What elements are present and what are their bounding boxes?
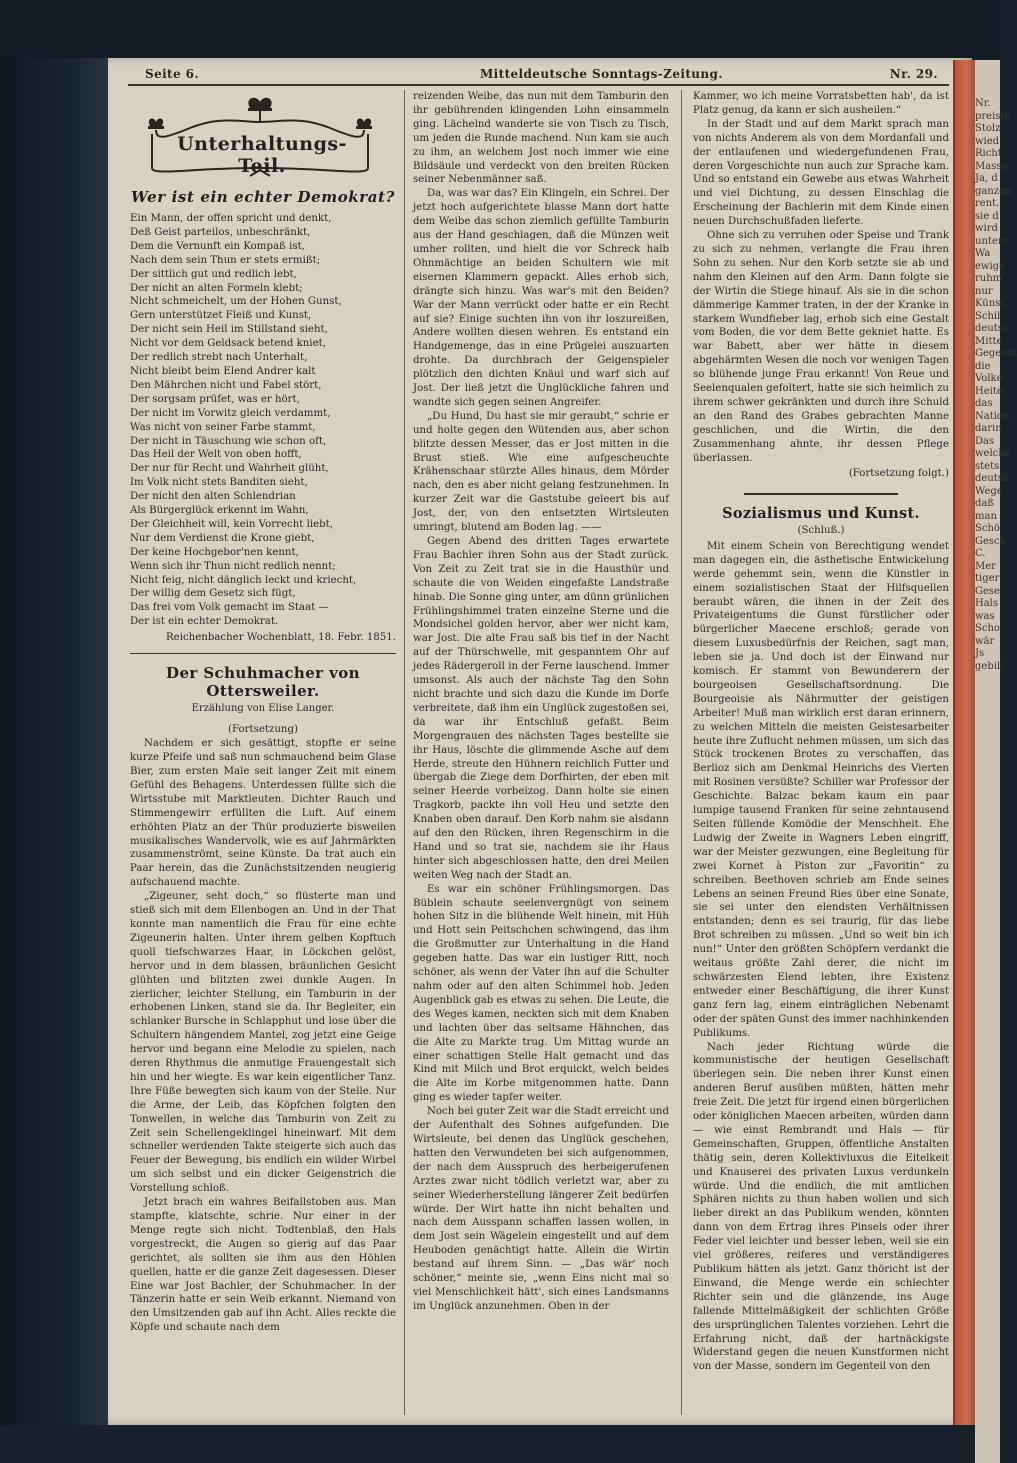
adjacent-page-fragment: ganzen [975,185,1012,197]
adjacent-page-fragment: welche [975,448,1011,459]
adjacent-page-fragment: Gegenst [975,348,1017,359]
poem-line: Dem die Vernunft ein Kompaß ist, [130,240,305,252]
poem-line: Nicht vor dem Geldsack betend kniet, [130,338,326,350]
page-number: Seite 6. [145,67,199,81]
poem-line: Das frei vom Volk gemacht im Staat — [130,602,329,614]
poem-line: Nicht feig, nicht dänglich leckt und kriecht, [130,574,357,586]
poem-line: Nicht schmeichelt, um der Hohen Gunst, [130,296,342,308]
adjacent-page-fragment: unters [975,235,1008,247]
adjacent-page-fragment: Stolz [975,123,1001,134]
column-divider [404,90,405,1415]
poem-line: Der nur für Recht und Wahrheit glüht, [130,463,329,475]
paragraph: „Zigeuner, seht doch,“ so flüsterte man und stieß sich mit dem Ellenbogen an. Und in der That konnte man namentlich die Frau für eine echte Zigeunerin halten. Unter ihrem gelben Kopftuch quoll tiefschwarzes Haar, in Löckchen gelöst, hervor und in dem blassen, bräunlichen Gesicht glühten und blitzten zwei dunkle Augen. In zierlicher, leichter Stellung, ein Tamburin in der erhobenen Linken, stand sie da. Ihr Begleiter, ein schlanker Bursche in Schlapphut und lose über die Schultern hängendem Mantel, zog jetzt eine Geige hervor und begann eine Melodie zu spielen, nach deren Rhythmus die anmutige Frauengestalt sich hin und her wiegte. Es war kein eigentlicher Tanz. Ihre Füße bewegten sich kaum von der Stelle. Nur die Arme, der Leib, das Köpfchen folgten den Tonwellen, in welche das Tamburin von Zeit zu Zeit sein Schellengeklingel hineinwarf. Mit dem schneller werdenden Takte steigerte sich auch das Feuer der Bewegung, bis endlich ein wilder Wirbel um sich selbst und ein dicker Geigenstrich die Vorstellung schloß. [130,891,396,1195]
paragraph: „Du Hund, Du hast sie mir geraubt,“ schrie er und holte gegen den Wütenden aus, aber schon blitzte dessen Messer, das er Jost mitten in die Brust stieß. Wie eine aufgescheuchte Krähenschaar stürzte Alles hinaus, dem Mörder nach, den es aber nicht gelang festzunehmen. In kurzer Zeit war die Gaststube geleert bis auf Jost, der, von den entsetzten Wirtsleuten umringt, blutend am Boden lag. —— [413,410,669,534]
paragraph: reizenden Weibe, das nun mit dem Tamburin den ihr gebührenden klingenden Lohn einsammeln ging. Lächelnd wanderte sie von Tisch zu Tisch, um jeden die Runde machend. Nun kam sie auch zu ihm, an welchem Jost noch immer wie eine Bildsäule und verdeckt von den breiten Rücken seiner Nebenmänner saß. [413,91,669,186]
poem-line: Wenn sich ihr Thun nicht redlich nennt; [130,560,336,572]
poem-line: Nicht bleibt beim Elend Andrer kalt [130,365,316,377]
paragraph: Kammer, wo ich meine Vorratsbetten hab', da ist Platz genug, da kann er sich ausheilen.“ [693,91,949,116]
adjacent-page-fragment: daß [975,498,995,509]
adjacent-page-fragment: Mer [975,560,996,572]
poem-line: Der nicht im Vorwitz gleich verdammt, [130,407,331,419]
section-banner [130,90,392,182]
poem-line: Was nicht von seiner Farbe stammt, [130,421,316,433]
story-title: Der Schuhmacher von Ottersweiler. [166,664,360,701]
adjacent-page-fragment: Volke [975,373,1003,384]
poem-line: Deß Geist parteilos, unbeschränkt, [130,226,311,238]
adjacent-page-fragment: Wa [975,248,991,259]
poem-line: Nach dem sein Thun er stets ermißt; [130,254,321,266]
adjacent-page-strip [975,60,1017,1463]
adjacent-page-fragment: Js [975,648,985,659]
continuation-note: (Fortsetzung) [228,724,298,736]
adjacent-page-fragment: gebili [975,660,1004,672]
adjacent-page-fragment: wied. [975,135,1003,147]
adjacent-page-fragment: wär [975,635,995,647]
section-title: Unterhaltungs-Teil. [177,133,347,177]
adjacent-page-fragment: ruhm [975,273,1003,284]
section-rule [744,493,898,495]
poem-text [130,212,396,629]
adjacent-page-fragment: Ja, d [975,173,998,184]
adjacent-page-fragment: die [975,360,991,372]
poem-line: Der nicht den alten Schlendrian [130,491,296,503]
adjacent-page-fragment: preiste [975,110,1011,122]
newspaper-title: Mitteldeutsche Sonntags-Zeitung. [480,67,723,81]
adjacent-page-fragment: deutsc [975,323,1009,334]
poem-line: Ein Mann, der offen spricht und denkt, [130,213,332,224]
adjacent-page-fragment: tiger [975,573,1000,584]
story-text [130,737,396,1335]
adjacent-page-fragment: Hals [975,598,999,609]
adjacent-page-fragment: nur [975,285,993,297]
poem-line: Der keine Hochgebor'nen kennt, [130,546,299,558]
paragraph: Noch bei guter Zeit war die Stadt erreicht und der Aufenthalt des Sohnes aufgefunden. Die Wirtsleute, bei denen das Unglück geschehen, hatten den Verwundeten bei sich aufgenommen, der nach dem Ausspruch des herbeigerufenen Arztes zwar nicht tödlich verletzt war, aber zu seiner Wiederherstellung längerer Zeit bedürfen würde. Der Wirt hatte ihn nicht behalten und nach dem Ausspann schaffen lassen wollen, in dem Jost sein Wägelein eingestellt und auf dem Heuboden genächtigt hatte. Allein die Wirtin bestand auf ihrem Sinn. — „Das wär' noch schöner,“ meinte sie, „wenn Eins nicht mal so viel Menschlichkeit hätt', sich eines Landsmanns im Unglück anzunehmen. Oben in der [413,1106,669,1312]
adjacent-page-fragment: Nation [975,410,1010,422]
adjacent-page-fragment: Nr. [975,98,991,109]
paragraph: Ohne sich zu verruhen oder Speise und Trank zu sich zu nehmen, verlangte die Frau ihren Sohn zu sehen. Nur den Korb setzte sie ab und nahm den Kleinen auf den Arm. Dann folgte sie der Wirtin die Stiege hinauf. Als sie in die schon dämmerige Kammer traten, in der der Kranke in starkem Wundfieber lag, erhob sich eine Gestalt vom Boden, die vor dem Bette gekniet hatte. Es war Babett, aber wer hätte in diesem abgehärmten Wesen die noch vor wenigen Tagen so blühende junge Frau erkannt! Von Reue und Seelenqualen gefoltert, hatte sie sich heimlich zu ihrem schwer gekränkten und durch ihre Schuld an den Rand des Grabes gebrachten Manne geschlichen, und die Wirtin, die den Zusammenhang ahnte, ihr dessen Pflege überlassen. [693,230,949,464]
paragraph: Mit einem Schein von Berechtigung wendet man dagegen ein, die ästhetische Entwickelung werde gehemmt sein, wenn die Künstler in einem sozialistischen Staat der Hilfsquellen beraubt wären, die ihnen in der Zeit des Privateigentums die Gunst fürstlicher oder bürgerlicher Maecene erschloß; gerade von diesem Luxusbedürfnis der Reichen, sagt man, leben sie ja. Und doch ist der Einwand nur komisch. Er stammt von Bewunderern der bourgeoisen Gesellschaftsordnung. Die Bourgeoisie als Nährmutter der geistigen Arbeiter! Muß man wirklich erst daran erinnern, zu welchen Mitteln die meisten Geistesarbeiter heute ihre Zuflucht nehmen müssen, um sich das Stück trockenen Brotes zu verschaffen, das Berlioz sich am Denkmal Heinrichs des Vierten mit Rosinen versüßte? Schiller war Professor der Geschichte. Balzac bekam kaum ein paar lumpige tausend Franken für seine zehntausend Seiten füllende Komödie der Menschheit. Ehe Ludwig der Zweite in Wagners Leben eingriff, war der Meister gezwungen, eine Begleitung für zwei Kornet à Piston zur „Favoritin“ zu schreiben. Beethoven schrieb am Ende seines Lebens an seinen Freund Ries über eine Sonate, sie sei unter den elendsten Verhältnissen entstanden; denn es sei traurig, für das liebe Brot schreiben zu müssen. „Und so weit bin ich nun!“ Unter den größten Schöpfern verdankt die weitaus größte Zahl derer, die nicht im schwärzesten Elend lebten, ihre Existenz entweder einer Beschäftigung, die ihrer Kunst ganz fern lag, einem einträglichen Nebenamt oder der späten Gunst des immer nachhinkenden Publikums. [693,540,949,1039]
poem-line: Gern unterstützet Fleiß und Kunst, [130,310,312,322]
story-author: Erzählung von Elise Langer. [191,703,335,715]
adjacent-page-fragment: Richt [975,148,1002,159]
adjacent-page-fragment: Wege [975,485,1003,497]
paragraph: Nach jeder Richtung würde die kommunistische der heutigen Gesellschaft überlegen sein. Die neben ihrer Kunst einen anderen Beruf ausüben müßten, hätten mehr freie Zeit. Die jetzt für irgend einen bürgerlichen oder königlichen Maecen arbeiten, würden dann — wie einst Rembrandt und Hals — für Gemeinschaften, Gruppen, öffentliche Anstalten thätig sein, deren Kollektivluxus die Eitelkeit und Knauserei des privaten Luxus verdunkeln würde. Und die endlich, die mit amtlichen Sphären nichts zu thun haben wollen und sich lieber direkt an das Publikum wenden, könnten dann von dem Ertrag ihres Pinsels oder ihrer Feder viel leichter und besser leben, weil sie ein viel größeres, reiferes und verständigeres Publikum hätten als jetzt. Ganz thöricht ist der Einwand, die Menge werde ein schlechter Richter sein und die glänzende, ins Auge fallende Mittelmäßigkeit der schlichten Größe des ursprünglichen Talentes vorziehen. Lehrt die Erfahrung nicht, daß der hartnäckigste Widerstand gegen die neuen Kunstformen nicht von der Masse, sondern im Gegenteil von den [693,1041,949,1373]
page-header [145,63,938,85]
adjacent-page-fragment: Heite [975,385,1003,397]
poem-source: Reichenbacher Wochenblatt, 18. Febr. 1851. [166,632,396,644]
adjacent-page-fragment: Künst [975,298,1005,309]
article-subtitle: (Schluß.) [797,524,845,536]
adjacent-page-fragment: darin [975,423,1002,434]
poem-line: Als Bürgerglück erkennt im Wahn, [130,505,309,517]
adjacent-page-fragment: was [975,610,995,622]
paragraph: Jetzt brach ein wahres Beifallstoben aus. Man stampfte, klatschte, schrie. Nur einer in der Menge regte sich nicht. Todtenblaß, den Hals vorgestreckt, die Augen so gierig auf das Paar gerichtet, als sollten sie ihm aus den Höhlen quellen, hatte er die ganze Zeit dagesessen. Dieser Eine war Jost Bachler, der Schuhmacher. In der Tänzerin hatte er sein Weib erkannt. Niemand von den Umsitzenden gab auf ihn Acht. Alles reckte die Köpfe und schaute nach dem [130,1197,396,1334]
paragraph: Da, was war das? Ein Klingeln, ein Schrei. Der jetzt hoch aufgerichtete blasse Mann dort hatte dem Weibe das schon ziemlich gefüllte Tamburin aus der Hand geschlagen, daß die Münzen weit umher rollten, und hielt die vor Schreck halb Ohnmächtige an beiden Schultern wie mit eisernen Klammern gepackt. Alles erhob sich, drängte sich hinzu. Was war's mit den Beiden? War der Mann verrückt oder hatte er ein Recht auf sie? Einige suchten ihn von ihr loszureißen, Andere wollten diesen wehren. Es entstand ein Handgemenge, das in eine Prügelei auszuarten drohte. Da durchbrach der Geigenspieler plötzlich den dichten Knäul und warf sich auf Jost. Der ließ jetzt die Unglückliche fahren und wandte sich gegen seinen Angreifer. [413,188,669,408]
adjacent-page-fragment: deutsc [975,473,1009,484]
page-edge-band [953,60,977,1425]
adjacent-page-fragment: ewige [975,260,1005,272]
paragraph: In der Stadt und auf dem Markt sprach man von nichts Anderem als von dem Mordanfall und der entlaufenen und wiedergefundenen Frau, deren Vorgeschichte nun auch zur Sprache kam. Und so entstand ein Gewebe aus etwas Wahrheit und viel Dichtung, zu dessen Einschlag die Erscheinung der Bachlerin mit dem Kinde einen neuen Durchschußfaden lieferte. [693,118,949,228]
adjacent-page-fragment: Gesch [975,535,1007,547]
book-binding [0,58,108,1425]
issue-number: Nr. 29. [889,67,938,81]
poem-line: Der ist ein echter Demokrat. [130,616,279,628]
poem-title: Wer ist ein echter Demokrat? [130,188,396,206]
adjacent-page-fragment: Scho [975,623,1000,634]
adjacent-page-fragment: rent. [975,198,1000,209]
article-text [693,540,949,1374]
adjacent-page-fragment: stets [975,460,1000,472]
poem-line: Nur dem Verdienst die Krone giebt, [130,532,315,544]
poem-line: Der redlich strebt nach Unterhalt, [130,352,308,364]
header-rule [128,84,949,86]
poem-line: Der nicht an alten Formeln klebt; [130,282,303,294]
article-title: Sozialismus und Kunst. [722,504,920,522]
adjacent-page-fragment: C. [975,548,986,559]
story-text [413,90,669,1314]
poem-line: Der nicht in Täuschung wie schon oft, [130,435,327,447]
poem-line: Im Volk nicht stets Banditen sieht, [130,477,308,489]
adjacent-page-fragment: Schö [975,523,1000,534]
adjacent-page-fragment: Mitte [975,335,1003,347]
paragraph: Gegen Abend des dritten Tages erwartete Frau Bachler ihren Sohn aus der Stadt zurück. Von Zeit zu Zeit trat sie in die Hausthür und schaute die von Weiden eingefaßte Landstraße hinab. Die Sonne ging unter, am dünn grünlichen Frühlingshimmel traten einzelne Sterne und die Mondsichel golden hervor, aber wer nicht kam, war Jost. Die alte Frau saß bis tief in der Nacht auf der Thürschwelle, mit gespanntem Ohr auf jedes Rädergeroll in der Ferne lauschend. Immer umsonst. Als auch der nächste Tag den Sohn nicht brachte und sich dazu die Kunde im Dorfe verbreitete, daß ihm ein Unglück zugestoßen sei, da war ihr Entschluß gefaßt. Beim Morgengrauen des nächsten Tages bestellte sie ihr Haus, löschte die glimmende Asche auf dem Herde, streute den Hühnern reichlich Futter und übergab die Ziege dem Dorfhirten, der eben mit seiner Heerde vorbeizog. Dann holte sie einen Tragkorb, packte ihn voll Heu und setzte den Knaben oben darauf. Den Korb nahm sie alsdann auf den den Rücken, ihren Regenschirm in die Hand und so trat sie, nachdem sie ihr Haus hinter sich abgeschlossen hatte, den drei Meilen weiten Weg nach der Stadt an. [413,536,669,881]
column-divider [681,90,682,1415]
poem-line: Der sorgsam prüfet, was er hört, [130,393,300,405]
adjacent-page-fragment: Schil [975,310,1001,322]
poem-line: Das Heil der Welt von oben hofft, [130,449,302,461]
adjacent-page-fragment: sie d [975,210,999,222]
column-1 [130,90,396,1415]
adjacent-page-fragment: Gese [975,585,1000,597]
poem-line: Den Mährchen nicht und Fabel stört, [130,379,322,391]
adjacent-page-fragment: das [975,398,993,409]
adjacent-page-fragment: wird [975,223,998,234]
to-be-continued: (Fortsetzung folgt.) [848,468,949,480]
poem-line: Der sittlich gut und redlich lebt, [130,268,297,280]
adjacent-page-fragment: man [975,510,997,522]
adjacent-page-fragment: Das [975,435,995,447]
poem-block [130,188,396,654]
poem-line: Der willig dem Gesetz sich fügt, [130,588,296,600]
scan-background-top [0,0,1000,58]
poem-line: Der nicht sein Heil im Stillstand sieht, [130,324,328,336]
poem-line: Der Gleichheit will, kein Vorrecht liebt, [130,518,333,530]
paragraph: Nachdem er sich gesättigt, stopfte er seine kurze Pfeife und saß nun schmauchend beim Glase Bier, zum ersten Male seit langer Zeit mit einem Gefühl des Behagens. Unterdessen füllte sich die Wirtsstube mit Marktleuten. Dichter Rauch und Stimmengewirr erfüllten die Luft. Auf einem erhöhten Platz an der Thür produzierte bisweilen musikalisches Wandervolk, wie es auf Jahrmärkten zusammenströmt, seine Künste. Da trat auch ein Paar herein, das die Zunächstsitzenden neugierig aufschauend machte. [130,738,396,889]
column-2 [413,90,669,1415]
story-text [693,90,949,465]
paragraph: Es war ein schöner Frühlingsmorgen. Das Büblein schaute seelenvergnügt von seinem hohen Sitz in die blühende Welt hinein, mit Hüh und Hott sein Peitschchen schwingend, das ihm die Großmutter zur Unterhaltung in die Hand gegeben hatte. Das war ein lustiger Ritt, noch schöner, als wenn der Vater ihn auf die Schulter nahm oder auf den alten Schimmel hob. Jeden Augenblick gab es etwas zu sehen. Die Leute, die des Weges kamen, neckten sich mit dem Knaben und lachten über das seltsame Hähnchen, das die Alte zu Markte trug. Um Mittag wurde an einer schattigen Stelle Halt gemacht und das Kind mit Milch und Brot erquickt, welch beides die Alte im Korbe mitgenommen hatte. Dann ging es wieder tapfer weiter. [413,883,669,1104]
column-3 [693,90,949,1415]
adjacent-page-fragment: Masse [975,160,1008,172]
